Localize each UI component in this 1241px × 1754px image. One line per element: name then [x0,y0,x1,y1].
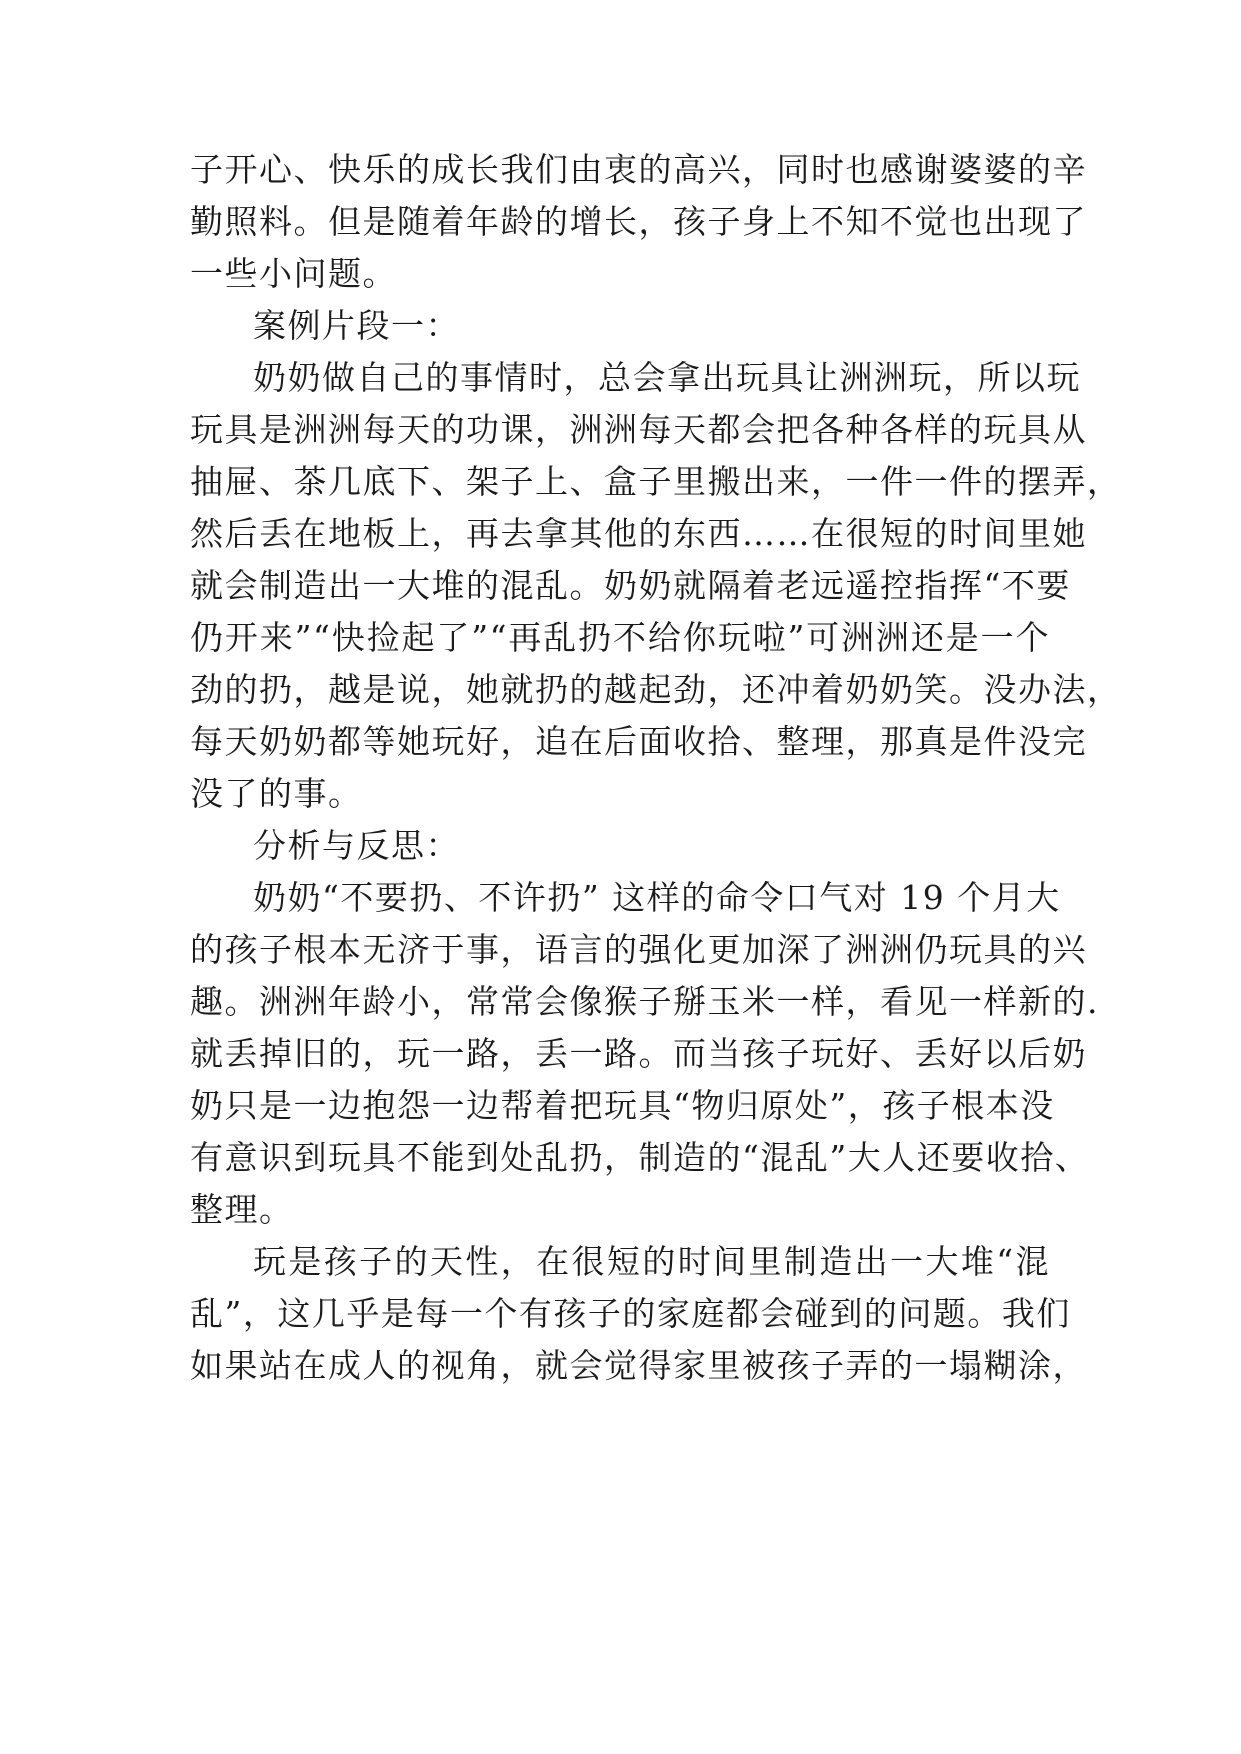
text-line: 劲的扔，越是说，她就扔的越起劲，还冲着奶奶笑。没办法， [190,670,1122,709]
text-line: 就会制造出一大堆的混乱。奶奶就隔着老远遥控指挥“不要 [190,566,1071,605]
text-line: 就丢掉旧的，玩一路，丢一路。而当孩子玩好、丢好以后奶 [190,1034,1087,1073]
text-line: 整理。 [190,1190,294,1229]
text-line: 抽屉、茶几底下、架子上、盒子里搬出来，一件一件的摆弄， [190,462,1122,501]
text-line: 子开心、快乐的成长我们由衷的高兴，同时也感谢婆婆的辛 [190,150,1087,189]
text-line: 一些小问题。 [190,254,397,293]
text-line: 奶只是一边抱怨一边帮着把玩具“物归原处”，孩子根本没 [190,1086,1055,1125]
text-line: 玩是孩子的天性，在很短的时间里制造出一大堆“混 [253,1242,1050,1281]
text-line: 奶奶“不要扔、不许扔” 这样的命令口气对 19 个月大 [253,878,1061,917]
text-line: 如果站在成人的视角，就会觉得家里被孩子弄的一塌糊涂， [190,1346,1087,1385]
text-line: 奶奶做自己的事情时，总会拿出玩具让洲洲玩，所以玩 [253,358,1081,397]
text-line: 趣。洲洲年龄小，常常会像猴子掰玉米一样，看见一样新的. [190,982,1099,1021]
text-line: 然后丢在地板上，再去拿其他的东西……在很短的时间里她 [190,514,1087,553]
text-line: 勤照料。但是随着年龄的增长，孩子身上不知不觉也出现了 [190,202,1087,241]
text-line: 的孩子根本无济于事，语言的强化更加深了洲洲仍玩具的兴 [190,930,1087,969]
text-line: 玩具是洲洲每天的功课，洲洲每天都会把各种各样的玩具从 [190,410,1087,449]
text-line: 没了的事。 [190,774,363,813]
text-line: 有意识到玩具不能到处乱扔，制造的“混乱”大人还要收拾、 [190,1138,1090,1177]
text-line: 仍开来”“快捡起了”“再乱扔不给你玩啦”可洲洲还是一个 [190,618,1050,657]
section-heading: 案例片段一： [253,306,460,345]
text-line: 每天奶奶都等她玩好，追在后面收拾、整理，那真是件没完 [190,722,1087,761]
text-line: 乱”，这几乎是每一个有孩子的家庭都会碰到的问题。我们 [190,1294,1071,1333]
section-heading: 分析与反思： [253,826,460,865]
